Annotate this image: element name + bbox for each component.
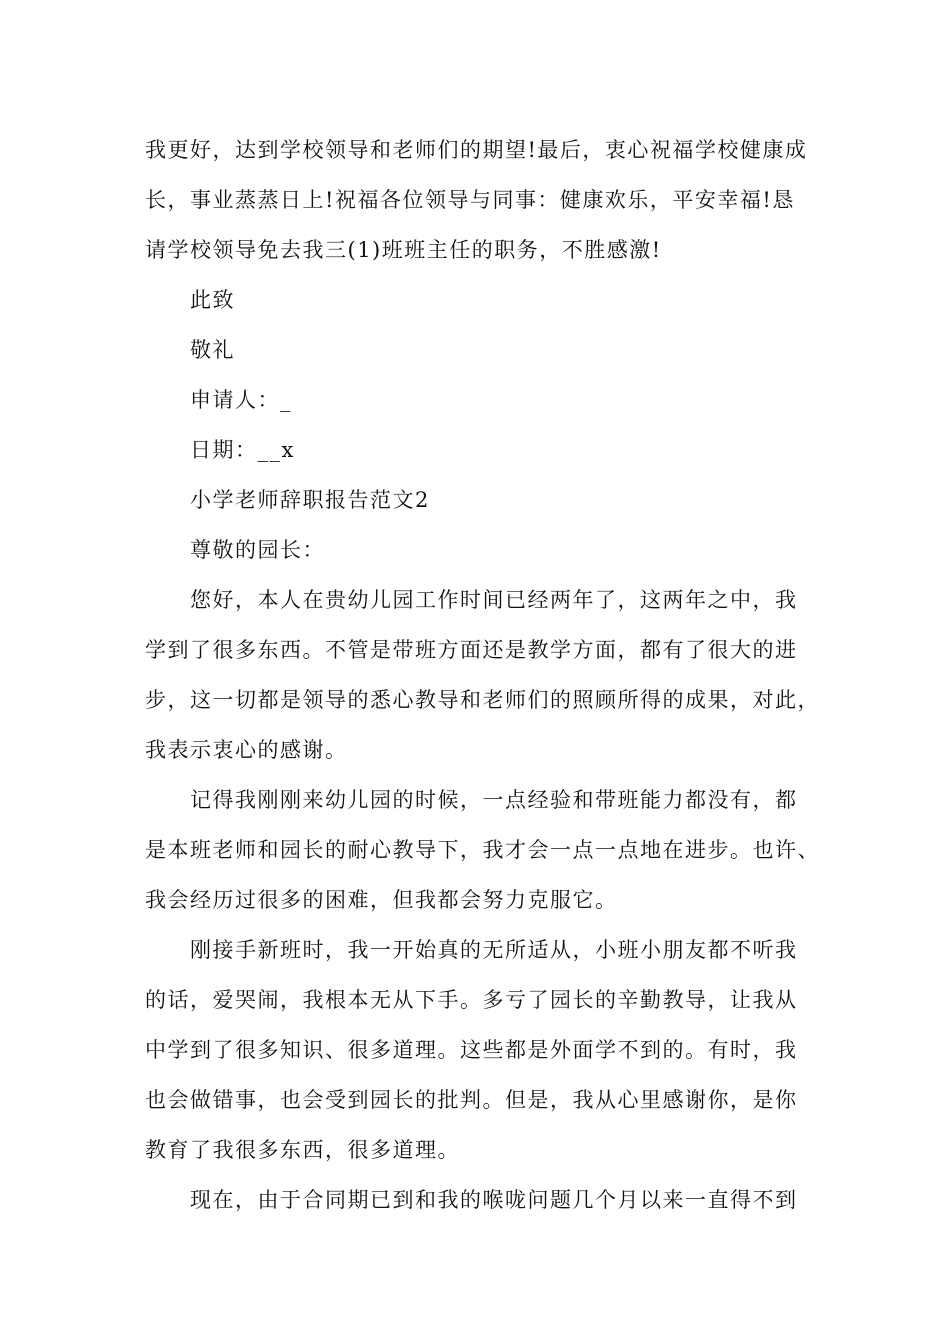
- section-heading: 小学老师辞职报告范文2: [190, 488, 430, 512]
- paragraph-line: 步，这一切都是领导的悉心教导和老师们的照顾所得的成果，对此，: [145, 688, 820, 712]
- paragraph-line: 现在，由于合同期已到和我的喉咙问题几个月以来一直得不到: [190, 1188, 798, 1212]
- paragraph-line: 我表示衷心的感谢。: [145, 738, 348, 762]
- paragraph-line: 记得我刚刚来幼儿园的时候，一点经验和带班能力都没有，都: [190, 788, 798, 812]
- paragraph-line: 我更好，达到学校领导和老师们的期望!最后，衷心祝福学校健康成: [145, 138, 808, 162]
- paragraph-line: 是本班老师和园长的耐心教导下，我才会一点一点地在进步。也许、: [145, 838, 820, 862]
- paragraph-line: 刚接手新班时，我一开始真的无所适从，小班小朋友都不听我: [190, 938, 798, 962]
- closing-salutation: 此致: [190, 288, 235, 312]
- date-line: 日期：__x: [190, 438, 295, 462]
- paragraph-line: 的话，爱哭闹，我根本无从下手。多亏了园长的辛勤教导，让我从: [145, 988, 798, 1012]
- paragraph-line: 中学到了很多知识、很多道理。这些都是外面学不到的。有时，我: [145, 1038, 798, 1062]
- paragraph-line: 我会经历过很多的困难，但我都会努力克服它。: [145, 888, 618, 912]
- paragraph-line: 学到了很多东西。不管是带班方面还是教学方面，都有了很大的进: [145, 638, 798, 662]
- paragraph-line: 请学校领导免去我三(1)班班主任的职务，不胜感激!: [145, 238, 662, 262]
- closing-regards: 敬礼: [190, 338, 235, 362]
- greeting: 尊敬的园长：: [190, 538, 325, 562]
- paragraph-line: 教育了我很多东西，很多道理。: [145, 1138, 460, 1162]
- paragraph-line: 您好，本人在贵幼儿园工作时间已经两年了，这两年之中，我: [190, 588, 798, 612]
- applicant-signature-line: 申请人：_: [190, 388, 292, 412]
- paragraph-line: 也会做错事，也会受到园长的批判。但是，我从心里感谢你，是你: [145, 1088, 798, 1112]
- paragraph-line: 长，事业蒸蒸日上!祝福各位领导与同事：健康欢乐，平安幸福!恳: [145, 188, 795, 212]
